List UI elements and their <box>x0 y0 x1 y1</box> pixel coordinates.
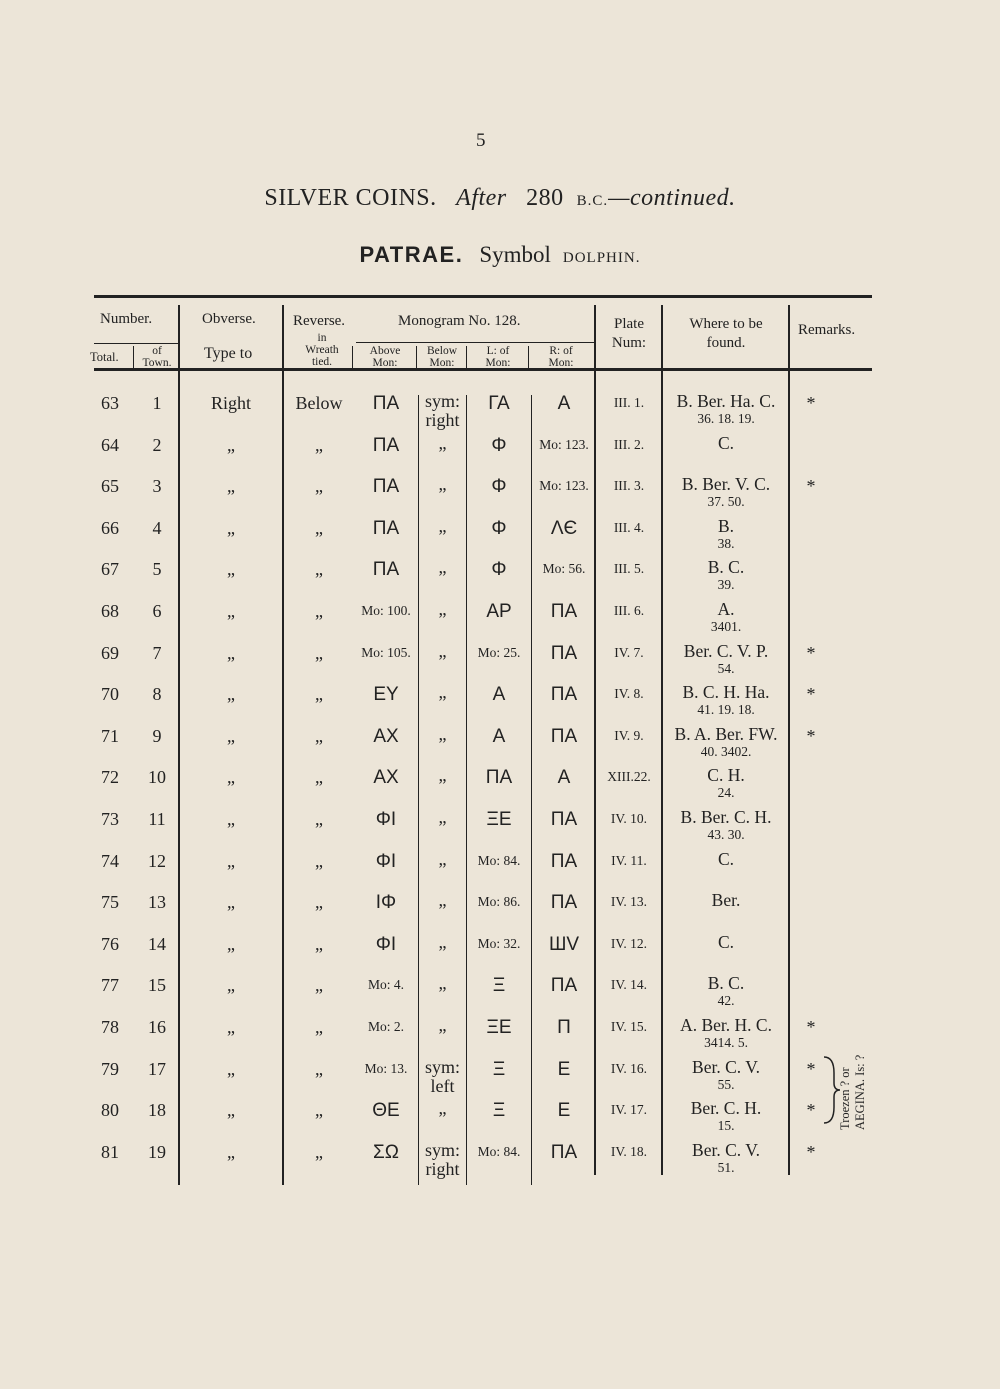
cell-above-mon: Mo: 2. <box>367 1019 404 1034</box>
cell-obverse: „ <box>227 975 235 996</box>
header-below: Below Mon: <box>426 345 458 369</box>
cell-total: 78 <box>101 1017 119 1037</box>
cell-where-2: 24. <box>717 785 735 801</box>
title-after: After <box>456 185 507 211</box>
cell-reverse: „ <box>315 1100 323 1121</box>
side-remark-line2: AEGINA. Is: ? <box>853 1054 867 1130</box>
side-remark-line1: Troezen ? or <box>838 1067 852 1130</box>
cell-right-of-mon: ΠΑ <box>550 642 578 664</box>
cell-reverse: „ <box>315 1058 323 1079</box>
cell-remark: * <box>806 1141 816 1162</box>
cell-below-mon-2: right <box>425 410 460 430</box>
cell-right-of-mon: ШV <box>548 933 580 955</box>
cell-above-mon: ΠΑ <box>372 517 400 539</box>
cell-where-2: 36. 18. 19. <box>697 411 755 426</box>
cell-plate: IV. 15. <box>610 1019 648 1034</box>
page-title <box>0 185 1000 212</box>
cell-below-mon: „ <box>438 807 447 827</box>
cell-below-mon: „ <box>438 432 447 453</box>
cell-total: 75 <box>101 892 119 913</box>
cell-right-of-mon: ΠΑ <box>550 892 578 914</box>
cell-total: 64 <box>101 434 119 455</box>
cell-town: 15 <box>148 975 166 996</box>
cell-obverse: „ <box>227 1100 235 1121</box>
cell-remark: * <box>806 642 816 663</box>
cell-obverse: „ <box>227 434 235 455</box>
cell-above-mon: ΠΑ <box>372 559 400 581</box>
cell-total: 68 <box>101 601 119 621</box>
table-top-rule <box>94 295 872 298</box>
cell-where: C. <box>717 848 735 869</box>
cell-reverse: „ <box>315 559 323 580</box>
cell-obverse: Right <box>210 393 251 413</box>
cell-reverse: „ <box>315 809 323 829</box>
cell-right-of-mon: Α <box>557 393 571 414</box>
cell-where: Ber. <box>711 890 741 911</box>
cell-where: B. A. Ber. FW. <box>674 723 778 744</box>
cell-above-mon: ΠΑ <box>372 476 400 498</box>
table-row <box>0 508 1000 550</box>
cell-remark: * <box>806 725 816 746</box>
cell-left-of-mon: Φ <box>491 559 507 581</box>
cell-total: 76 <box>101 933 119 954</box>
cell-below-mon: „ <box>438 682 447 703</box>
cell-above-mon: ΑΧ <box>373 725 399 747</box>
cell-obverse: „ <box>227 725 235 746</box>
cell-above-mon: Mo: 4. <box>367 977 404 993</box>
cell-town: 4 <box>152 517 162 538</box>
cell-where-2: 37. 50. <box>707 494 745 510</box>
cell-plate: III. 1. <box>613 395 645 410</box>
header-plate: Plate Num: <box>611 316 647 351</box>
cell-left-of-mon: Mo: 25. <box>477 644 521 660</box>
cell-plate: IV. 16. <box>610 1060 648 1076</box>
cell-below-mon: „ <box>438 848 447 869</box>
section-heading <box>0 242 1000 268</box>
monogram-sub-rule <box>356 342 594 343</box>
cell-below-mon: „ <box>438 640 447 661</box>
cell-below-mon: „ <box>438 599 447 619</box>
symbol-name: DOLPHIN. <box>562 250 641 266</box>
cell-town: 13 <box>148 892 166 913</box>
cell-plate: IV. 13. <box>610 894 648 910</box>
cell-left-of-mon: Ξ <box>492 1058 506 1080</box>
cell-plate: III. 6. <box>613 603 645 618</box>
cell-above-mon: ΦΙ <box>375 809 397 830</box>
cell-town: 5 <box>152 559 162 580</box>
cell-obverse: „ <box>227 684 235 705</box>
lof-mini-divider <box>528 346 529 370</box>
cell-left-of-mon: Ξ <box>492 975 506 997</box>
cell-below-mon: sym: <box>424 391 460 411</box>
cell-right-of-mon: Π <box>557 1017 571 1038</box>
cell-left-of-mon: Α <box>492 725 506 747</box>
title-year: 280 <box>526 185 564 211</box>
cell-below-mon: „ <box>438 557 447 578</box>
cell-total: 71 <box>101 725 119 746</box>
header-obverse: Obverse. <box>202 311 256 327</box>
cell-where-2: 3401. <box>710 619 742 634</box>
cell-obverse: „ <box>227 601 235 621</box>
table-row <box>0 799 1000 841</box>
cell-remark: * <box>806 1017 816 1037</box>
table-row <box>0 674 1000 716</box>
cell-reverse: „ <box>315 725 323 746</box>
cell-above-mon: ΙΦ <box>375 892 397 914</box>
table-row <box>0 549 1000 591</box>
cell-reverse: „ <box>315 850 323 871</box>
cell-obverse: „ <box>227 642 235 663</box>
cell-town: 3 <box>152 476 162 497</box>
cell-reverse: „ <box>315 601 323 621</box>
cell-remark: * <box>806 1058 816 1079</box>
cell-where-2: 55. <box>717 1076 735 1092</box>
number-sub-rule <box>94 343 178 344</box>
cell-left-of-mon: ΓΑ <box>488 393 510 414</box>
cell-reverse: „ <box>315 434 323 455</box>
cell-above-mon: Mo: 105. <box>361 644 411 660</box>
cell-plate: IV. 11. <box>611 852 647 868</box>
cell-town: 2 <box>152 434 162 455</box>
above-mini-divider <box>416 346 417 370</box>
cell-where-2: 43. 30. <box>707 827 745 842</box>
cell-right-of-mon: Mo: 123. <box>539 478 589 494</box>
cell-reverse: „ <box>315 476 323 497</box>
cell-right-of-mon: Α <box>557 767 571 789</box>
cell-above-mon: Mo: 100. <box>361 603 411 618</box>
table-row <box>0 882 1000 924</box>
cell-plate: III. 5. <box>613 561 645 577</box>
below-mini-divider <box>466 346 467 370</box>
cell-right-of-mon: ΠΑ <box>550 1141 578 1163</box>
cell-where: Ber. C. V. <box>692 1056 760 1077</box>
header-number: Number. <box>100 311 153 327</box>
cell-below-mon: „ <box>438 765 447 786</box>
cell-total: 74 <box>101 850 119 871</box>
cell-plate: IV. 9. <box>614 727 644 743</box>
cell-left-of-mon: ΞΕ <box>486 809 512 830</box>
header-total: Total. <box>90 350 119 364</box>
cell-above-mon: ΠΑ <box>372 434 400 456</box>
cell-town: 6 <box>152 601 162 621</box>
cell-remark: * <box>806 684 816 705</box>
table-row <box>0 924 1000 966</box>
cell-left-of-mon: Mo: 84. <box>477 852 521 868</box>
cell-left-of-mon: Mo: 84. <box>477 1143 521 1159</box>
header-l-of: L: of Mon: <box>485 345 511 369</box>
cell-total: 79 <box>101 1058 119 1079</box>
cell-below-mon: „ <box>438 474 447 495</box>
cell-reverse: „ <box>315 767 323 788</box>
cell-where: B. Ber. C. H. <box>680 807 772 827</box>
title-main: SILVER COINS. <box>264 185 437 211</box>
table-row <box>0 383 1000 430</box>
cell-where-2: 3414. 5. <box>704 1035 748 1050</box>
cell-total: 66 <box>101 517 119 538</box>
cell-total: 65 <box>101 476 119 497</box>
reverse-mini-divider <box>352 346 353 370</box>
cell-above-mon: ΘΕ <box>372 1100 400 1122</box>
cell-town: 12 <box>148 850 166 871</box>
cell-obverse: „ <box>227 517 235 538</box>
cell-above-mon: Mo: 13. <box>364 1060 408 1076</box>
cell-obverse: „ <box>227 809 235 829</box>
cell-plate: III. 3. <box>613 478 645 494</box>
cell-where: Ber. C. H. <box>690 1098 762 1119</box>
cell-plate: IV. 14. <box>610 977 648 993</box>
cell-where-2: 15. <box>717 1118 735 1134</box>
cell-above-mon: ΦΙ <box>375 933 397 955</box>
cell-left-of-mon: Mo: 86. <box>477 894 521 910</box>
cell-where: C. <box>717 931 735 952</box>
cell-remark: * <box>806 393 816 413</box>
cell-below-mon: sym: <box>424 1056 460 1077</box>
table-row <box>0 716 1000 758</box>
cell-where-2: 42. <box>717 993 735 1009</box>
cell-below-mon: „ <box>438 515 447 536</box>
cell-town: 11 <box>148 809 166 829</box>
table-row <box>0 965 1000 1007</box>
cell-where: B. C. <box>707 973 745 994</box>
cell-where: Ber. C. V. <box>692 1139 760 1160</box>
cell-left-of-mon: ΞΕ <box>486 1017 512 1038</box>
header-type-to: Type to <box>204 345 253 362</box>
cell-reverse: „ <box>315 892 323 913</box>
cell-where: B. <box>717 515 735 536</box>
cell-plate: IV. 7. <box>614 644 644 660</box>
cell-obverse: „ <box>227 850 235 871</box>
cell-right-of-mon: Mo: 56. <box>542 561 586 577</box>
cell-obverse: „ <box>227 1058 235 1079</box>
cell-where-2: 40. 3402. <box>700 743 752 759</box>
table-row <box>0 591 1000 633</box>
cell-where: B. Ber. V. C. <box>681 474 771 495</box>
cell-left-of-mon: Φ <box>491 476 507 498</box>
header-r-of: R: of Mon: <box>548 345 574 369</box>
cell-total: 80 <box>101 1100 119 1121</box>
cell-plate: III. 2. <box>613 436 645 452</box>
header-remarks: Remarks. <box>798 322 856 338</box>
cell-plate: III. 4. <box>613 519 645 535</box>
header-above: Above Mon: <box>369 345 401 369</box>
cell-below-mon: sym: <box>424 1139 460 1160</box>
cell-where: C. H. <box>707 765 745 786</box>
cell-left-of-mon: Ξ <box>492 1100 506 1122</box>
header-reverse: Reverse. <box>293 313 346 329</box>
cell-town: 8 <box>152 684 162 705</box>
cell-below-mon: „ <box>438 723 447 744</box>
cell-plate: IV. 12. <box>610 935 648 951</box>
cell-where-2: 51. <box>717 1159 735 1175</box>
cell-below-mon: „ <box>438 973 447 994</box>
cell-below-mon: „ <box>438 931 447 952</box>
cell-right-of-mon: ΠΑ <box>550 684 578 706</box>
cell-total: 69 <box>101 642 119 663</box>
cell-right-of-mon: ΠΑ <box>550 725 578 747</box>
title-bc: B.C. <box>576 193 609 209</box>
cell-where: C. <box>717 432 735 453</box>
cell-reverse: Below <box>295 393 343 413</box>
cell-above-mon: ΣΩ <box>373 1141 399 1163</box>
cell-right-of-mon: ΠΑ <box>550 601 578 622</box>
cell-town: 9 <box>152 725 162 746</box>
cell-left-of-mon: Φ <box>491 434 507 456</box>
cell-plate: IV. 8. <box>614 686 644 702</box>
cell-town: 19 <box>148 1141 166 1162</box>
cell-town: 17 <box>148 1058 166 1079</box>
brace-icon <box>820 1055 844 1125</box>
cell-remark: * <box>806 476 816 497</box>
cell-below-mon: „ <box>438 890 447 911</box>
header-of: of Town. <box>142 345 172 369</box>
cell-where-2: 38. <box>717 535 735 551</box>
cell-total: 67 <box>101 559 119 580</box>
table-row <box>0 841 1000 883</box>
cell-left-of-mon: Φ <box>491 517 507 539</box>
cell-where: B. C. <box>707 557 745 578</box>
cell-below-mon: „ <box>438 1015 447 1035</box>
cell-reverse: „ <box>315 1141 323 1162</box>
cell-left-of-mon: Α <box>492 684 506 706</box>
cell-right-of-mon: ΠΑ <box>550 975 578 997</box>
cell-town: 14 <box>148 933 166 954</box>
cell-town: 1 <box>152 393 162 413</box>
header-where: Where to be found. <box>689 316 763 351</box>
cell-where: B. C. H. Ha. <box>682 682 770 703</box>
city-name: PATRAE. <box>359 242 464 267</box>
cell-reverse: „ <box>315 933 323 954</box>
cell-town: 18 <box>148 1100 166 1121</box>
header-monogram: Monogram No. 128. <box>398 313 521 329</box>
cell-above-mon: ΠΑ <box>372 393 400 414</box>
title-continued: —continued. <box>608 185 736 211</box>
cell-reverse: „ <box>315 684 323 705</box>
cell-left-of-mon: Mo: 32. <box>477 935 521 951</box>
cell-obverse: „ <box>227 892 235 913</box>
cell-where: Ber. C. V. P. <box>683 640 769 661</box>
cell-town: 7 <box>152 642 162 663</box>
number-mini-divider <box>133 346 134 370</box>
cell-right-of-mon: ΠΑ <box>550 809 578 830</box>
cell-reverse: „ <box>315 642 323 663</box>
table-row <box>0 1132 1000 1179</box>
table-row <box>0 757 1000 799</box>
cell-obverse: „ <box>227 476 235 497</box>
cell-town: 10 <box>148 767 166 788</box>
cell-left-of-mon: ΠΑ <box>485 767 513 789</box>
cell-below-mon-2: left <box>430 1075 455 1096</box>
cell-obverse: „ <box>227 1017 235 1037</box>
cell-reverse: „ <box>315 1017 323 1037</box>
cell-obverse: „ <box>227 767 235 788</box>
header-wreath: in Wreath tied. <box>305 332 339 368</box>
cell-right-of-mon: Ε <box>557 1058 571 1080</box>
cell-plate: IV. 17. <box>610 1102 648 1118</box>
cell-plate: IV. 10. <box>610 811 648 826</box>
cell-where-2: 39. <box>717 577 735 593</box>
cell-where: A. <box>717 599 735 619</box>
table-row <box>0 1007 1000 1049</box>
cell-where-2: 41. 19. 18. <box>697 702 755 718</box>
cell-below-mon: „ <box>438 1098 447 1119</box>
page-number: 5 <box>476 130 486 151</box>
cell-total: 72 <box>101 767 119 788</box>
cell-right-of-mon: Mo: 123. <box>539 436 589 452</box>
cell-obverse: „ <box>227 1141 235 1162</box>
cell-above-mon: ΦΙ <box>375 850 397 872</box>
cell-obverse: „ <box>227 933 235 954</box>
cell-right-of-mon: Ε <box>557 1100 571 1122</box>
cell-reverse: „ <box>315 975 323 996</box>
cell-right-of-mon: ΛЄ <box>550 517 578 539</box>
table-row <box>0 466 1000 508</box>
cell-total: 73 <box>101 809 119 829</box>
cell-plate: IV. 18. <box>610 1143 648 1159</box>
cell-right-of-mon: ΠΑ <box>550 850 578 872</box>
cell-obverse: „ <box>227 559 235 580</box>
cell-where: B. Ber. Ha. C. <box>676 391 776 411</box>
cell-where: A. Ber. H. C. <box>680 1015 772 1035</box>
cell-below-mon-2: right <box>425 1158 460 1179</box>
cell-total: 77 <box>101 975 119 996</box>
table-row <box>0 425 1000 467</box>
cell-above-mon: ΕΥ <box>373 684 399 706</box>
cell-left-of-mon: ΑΡ <box>486 601 512 622</box>
cell-remark: * <box>806 1100 816 1121</box>
cell-plate: XIII.22. <box>607 769 651 785</box>
cell-town: 16 <box>148 1017 166 1037</box>
cell-reverse: „ <box>315 517 323 538</box>
table-row <box>0 633 1000 675</box>
cell-total: 70 <box>101 684 119 705</box>
cell-above-mon: ΑΧ <box>373 767 399 789</box>
symbol-label: Symbol <box>479 242 551 267</box>
cell-total: 81 <box>101 1141 119 1162</box>
cell-total: 63 <box>101 393 119 413</box>
cell-where-2: 54. <box>717 660 735 676</box>
